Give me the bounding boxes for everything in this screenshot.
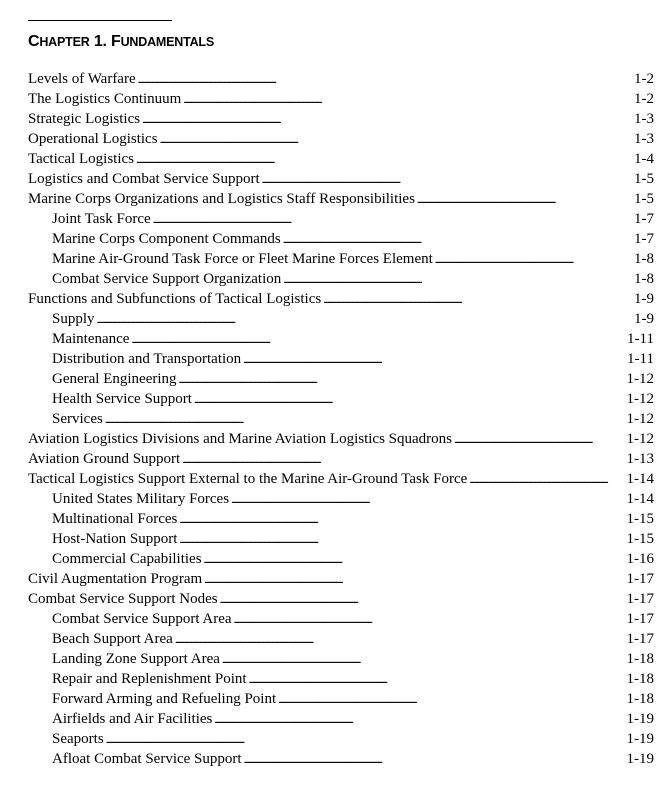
- toc-entry[interactable]: [28, 649, 654, 669]
- toc-entry-page: 1-14: [626, 491, 654, 507]
- toc-entry-title: Health Service Support: [52, 391, 192, 407]
- toc-entry-title: Seaports: [52, 731, 104, 747]
- toc-entry-title: Forward Arming and Refueling Point: [52, 691, 277, 707]
- toc-entry-title: Marine Corps Component Commands: [52, 231, 281, 247]
- toc-entry-page: 1-12: [626, 391, 654, 407]
- toc-entry-title: Services: [52, 411, 103, 427]
- toc-entry[interactable]: [28, 529, 654, 549]
- toc-entry-title: Civil Augmentation Program: [28, 571, 203, 587]
- toc-leader-dots: [179, 369, 625, 390]
- toc-leader-dots: [97, 309, 632, 330]
- toc-leader-dots: [179, 509, 624, 530]
- toc-leader-dots: [136, 149, 632, 170]
- toc-entry-title: Logistics and Combat Service Support: [28, 171, 260, 187]
- toc-entry[interactable]: [28, 269, 654, 289]
- toc-entry-page: 1-4: [634, 151, 654, 167]
- toc-leader-dots: [182, 449, 624, 470]
- toc-leader-dots: [183, 89, 632, 110]
- toc-leader-dots: [105, 409, 625, 430]
- toc-entry-title: The Logistics Continuum: [28, 91, 182, 107]
- toc-leader-dots: [175, 629, 625, 650]
- toc-entry-page: 1-17: [626, 591, 654, 607]
- toc-entry-title: Tactical Logistics: [28, 151, 134, 167]
- toc-entry-title: Host-Nation Support: [52, 531, 178, 547]
- table-of-contents: [28, 69, 654, 769]
- toc-entry-title: Joint Task Force: [52, 211, 151, 227]
- toc-entry[interactable]: [28, 709, 654, 729]
- toc-entry[interactable]: [28, 569, 654, 589]
- toc-entry[interactable]: [28, 549, 654, 569]
- toc-entry[interactable]: [28, 489, 654, 509]
- toc-entry-page: 1-8: [634, 251, 654, 267]
- toc-entry[interactable]: [28, 109, 654, 129]
- toc-leader-dots: [234, 609, 625, 630]
- toc-leader-dots: [153, 209, 632, 230]
- toc-entry-page: 1-15: [626, 531, 654, 547]
- toc-entry-page: 1-5: [634, 171, 654, 187]
- toc-entry-page: 1-7: [634, 211, 654, 227]
- toc-entry-title: Functions and Subfunctions of Tactical Logistics: [28, 291, 322, 307]
- chapter-label-initial: C: [28, 33, 40, 50]
- toc-entry-page: 1-11: [627, 351, 654, 367]
- toc-leader-dots: [160, 129, 632, 150]
- toc-entry[interactable]: [28, 229, 654, 249]
- toc-leader-dots: [142, 109, 632, 130]
- toc-entry[interactable]: [28, 169, 654, 189]
- toc-entry-title: Maintenance: [52, 331, 130, 347]
- toc-entry[interactable]: [28, 289, 654, 309]
- toc-entry[interactable]: [28, 589, 654, 609]
- toc-entry-page: 1-7: [634, 231, 654, 247]
- toc-entry-title: Afloat Combat Service Support: [52, 751, 242, 767]
- toc-entry[interactable]: [28, 329, 654, 349]
- toc-entry-title: Strategic Logistics: [28, 111, 141, 127]
- toc-leader-dots: [231, 489, 624, 510]
- chapter-heading: [28, 33, 214, 51]
- toc-leader-dots: [131, 329, 625, 350]
- toc-entry-title: Repair and Replenishment Point: [52, 671, 247, 687]
- toc-entry[interactable]: [28, 349, 654, 369]
- toc-entry-title: Landing Zone Support Area: [52, 651, 220, 667]
- toc-entry-page: 1-12: [626, 371, 654, 387]
- toc-leader-dots: [194, 389, 625, 410]
- toc-leader-dots: [323, 289, 632, 310]
- toc-entry-title: Levels of Warfare: [28, 71, 136, 87]
- toc-leader-dots: [220, 589, 625, 610]
- toc-leader-dots: [262, 169, 632, 190]
- toc-entry[interactable]: [28, 629, 654, 649]
- toc-entry-title: Combat Service Support Organization: [52, 271, 282, 287]
- chapter-label-rest: HAPTER: [39, 35, 90, 49]
- toc-entry[interactable]: [28, 69, 654, 89]
- toc-leader-dots: [454, 429, 625, 450]
- toc-entry-title: Combat Service Support Area: [52, 611, 232, 627]
- toc-entry-title: Multinational Forces: [52, 511, 178, 527]
- toc-leader-dots: [243, 349, 625, 370]
- toc-leader-dots: [283, 229, 632, 250]
- toc-entry-page: 1-18: [626, 691, 654, 707]
- toc-entry-title: Marine Air-Ground Task Force or Fleet Marine Forces Element: [52, 251, 433, 267]
- toc-entry-page: 1-18: [626, 671, 654, 687]
- toc-entry-page: 1-2: [634, 91, 654, 107]
- toc-entry-page: 1-9: [634, 311, 654, 327]
- toc-entry-page: 1-11: [627, 331, 654, 347]
- toc-entry[interactable]: [28, 89, 654, 109]
- toc-entry-title: Beach Support Area: [52, 631, 173, 647]
- toc-entry-page: 1-17: [626, 611, 654, 627]
- toc-leader-dots: [204, 549, 625, 570]
- toc-entry-title: Marine Corps Organizations and Logistics Staff Responsibilities: [28, 191, 415, 207]
- toc-leader-dots: [138, 69, 632, 90]
- toc-leader-dots: [278, 689, 624, 710]
- toc-entry-title: Commercial Capabilities: [52, 551, 202, 567]
- toc-entry[interactable]: [28, 609, 654, 629]
- toc-entry-title: Operational Logistics: [28, 131, 158, 147]
- toc-entry-page: 1-16: [626, 551, 654, 567]
- toc-entry-page: 1-8: [634, 271, 654, 287]
- toc-entry-title: General Engineering: [52, 371, 177, 387]
- toc-leader-dots: [249, 669, 625, 690]
- toc-entry-page: 1-19: [626, 731, 654, 747]
- toc-entry[interactable]: [28, 729, 654, 749]
- toc-entry-title: Aviation Ground Support: [28, 451, 181, 467]
- toc-entry[interactable]: [28, 749, 654, 769]
- toc-entry-page: 1-12: [626, 411, 654, 427]
- toc-entry-page: 1-3: [634, 131, 654, 147]
- toc-entry[interactable]: [28, 209, 654, 229]
- toc-entry-title: Airfields and Air Facilities: [52, 711, 213, 727]
- chapter-number: 1.: [93, 33, 107, 50]
- toc-entry[interactable]: [28, 309, 654, 329]
- chapter-title-rest: UNDAMENTALS: [120, 35, 214, 49]
- toc-entry-page: 1-14: [626, 471, 654, 487]
- toc-entry-page: 1-19: [626, 751, 654, 767]
- toc-entry-title: Supply: [52, 311, 95, 327]
- toc-entry[interactable]: [28, 669, 654, 689]
- toc-entry-title: Combat Service Support Nodes: [28, 591, 218, 607]
- toc-entry[interactable]: [28, 189, 654, 209]
- toc-entry[interactable]: [28, 389, 654, 409]
- toc-leader-dots: [106, 729, 625, 750]
- toc-entry-page: 1-9: [634, 291, 654, 307]
- chapter-title-initial: F: [111, 33, 121, 50]
- toc-leader-dots: [222, 649, 625, 670]
- toc-leader-dots: [469, 469, 624, 490]
- toc-entry-page: 1-13: [626, 451, 654, 467]
- toc-entry-page: 1-17: [626, 631, 654, 647]
- toc-entry-page: 1-12: [626, 431, 654, 447]
- toc-entry[interactable]: [28, 509, 654, 529]
- toc-entry-page: 1-18: [626, 651, 654, 667]
- toc-entry-page: 1-3: [634, 111, 654, 127]
- toc-entry[interactable]: [28, 409, 654, 429]
- toc-entry-page: 1-5: [634, 191, 654, 207]
- toc-entry-title: Aviation Logistics Divisions and Marine Aviation Logistics Squadrons: [28, 431, 452, 447]
- toc-entry[interactable]: [28, 149, 654, 169]
- toc-entry[interactable]: [28, 129, 654, 149]
- toc-leader-dots: [204, 569, 624, 590]
- toc-leader-dots: [244, 749, 625, 770]
- toc-entry[interactable]: [28, 449, 654, 469]
- toc-entry-page: 1-2: [634, 71, 654, 87]
- toc-leader-dots: [179, 529, 624, 550]
- toc-entry-title: Tactical Logistics Support External to the Marine Air-Ground Task Force: [28, 471, 468, 487]
- toc-entry-title: Distribution and Transportation: [52, 351, 242, 367]
- toc-entry[interactable]: [28, 689, 654, 709]
- toc-entry[interactable]: [28, 429, 654, 449]
- toc-leader-dots: [435, 249, 632, 270]
- toc-entry[interactable]: [28, 369, 654, 389]
- toc-entry[interactable]: [28, 249, 654, 269]
- toc-leader-dots: [214, 709, 624, 730]
- toc-entry-page: 1-15: [626, 511, 654, 527]
- header-rule: [28, 20, 172, 21]
- toc-leader-dots: [283, 269, 632, 290]
- toc-entry[interactable]: [28, 469, 654, 489]
- toc-entry-page: 1-17: [626, 571, 654, 587]
- toc-leader-dots: [417, 189, 632, 210]
- toc-entry-title: United States Military Forces: [52, 491, 230, 507]
- toc-entry-page: 1-19: [626, 711, 654, 727]
